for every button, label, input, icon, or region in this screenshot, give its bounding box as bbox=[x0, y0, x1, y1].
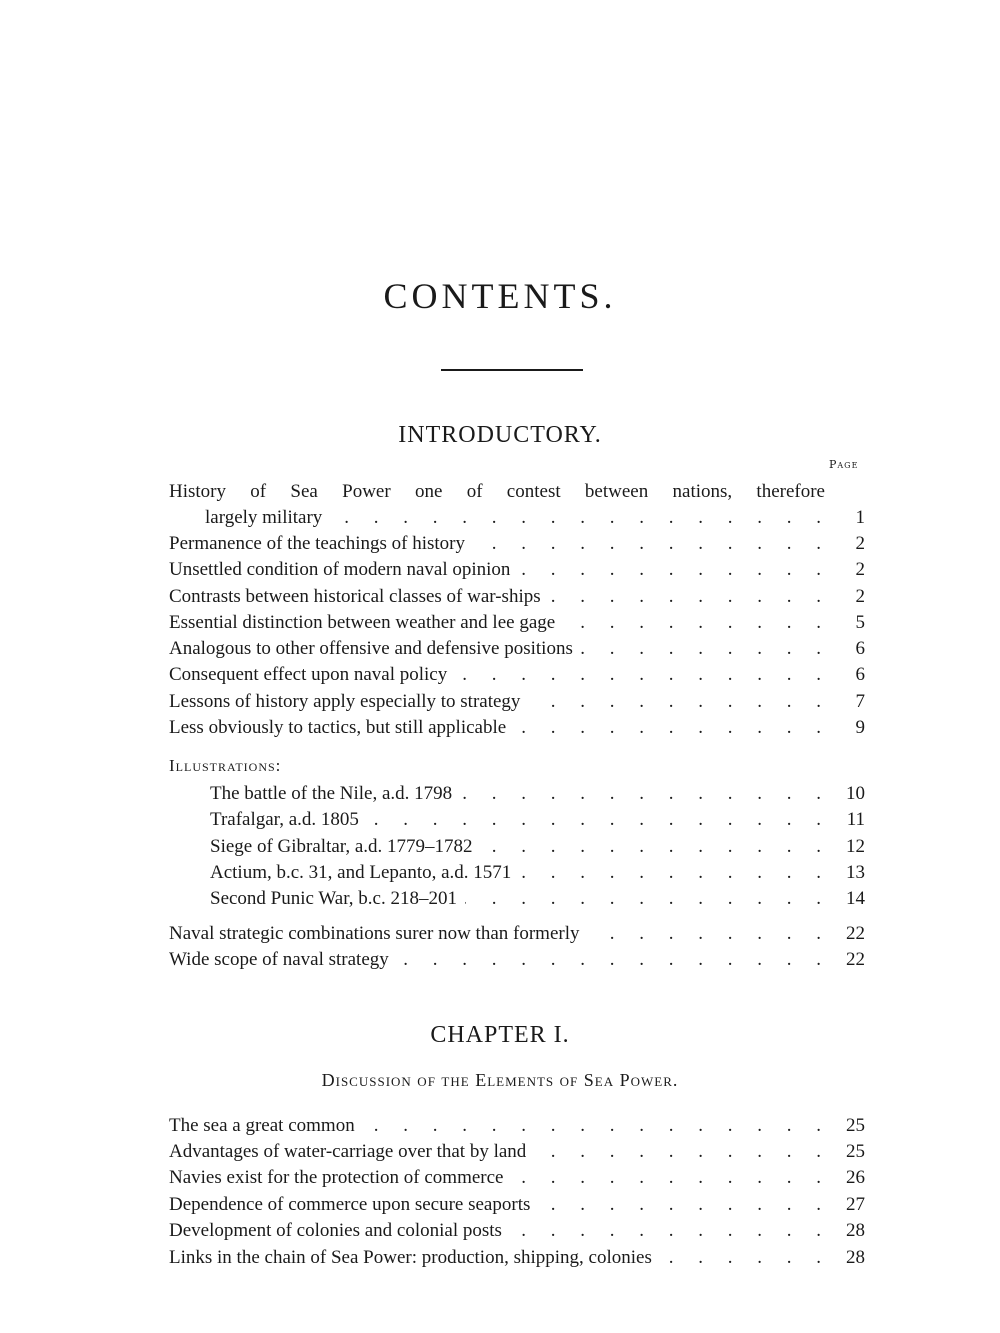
toc-entry[interactable] bbox=[169, 636, 865, 662]
dot-leader bbox=[538, 1192, 831, 1218]
toc-page-number: 6 bbox=[855, 638, 865, 659]
dot-leader bbox=[660, 1245, 831, 1271]
toc-page-number: 27 bbox=[846, 1194, 865, 1215]
dot-leader bbox=[510, 1218, 831, 1244]
toc-page-number: 22 bbox=[846, 949, 865, 970]
toc-page-number: 5 bbox=[855, 612, 865, 633]
toc-entry[interactable] bbox=[210, 886, 865, 912]
toc-page-number: 2 bbox=[855, 533, 865, 554]
toc-entry[interactable] bbox=[210, 781, 865, 807]
toc-entry-text: Wide scope of naval strategy bbox=[169, 949, 389, 970]
toc-page-number: 28 bbox=[846, 1247, 865, 1268]
dot-leader bbox=[397, 947, 831, 973]
dot-leader bbox=[588, 921, 832, 947]
toc-entry[interactable] bbox=[169, 584, 865, 610]
dot-leader bbox=[460, 781, 831, 807]
toc-page-number: 2 bbox=[855, 586, 865, 607]
toc-page-number: 14 bbox=[846, 888, 865, 909]
dot-leader bbox=[465, 886, 831, 912]
toc-entry-text: Development of colonies and colonial posts bbox=[169, 1220, 502, 1241]
toc-entry[interactable] bbox=[169, 531, 865, 557]
toc-entry-text: Contrasts between historical classes of war-ships bbox=[169, 586, 541, 607]
dot-leader bbox=[473, 531, 831, 557]
toc-entry[interactable] bbox=[210, 807, 865, 833]
toc-entry-text: The sea a great common bbox=[169, 1115, 355, 1136]
toc-page-number: 13 bbox=[846, 862, 865, 883]
dot-leader bbox=[512, 1165, 832, 1191]
page-title: CONTENTS. bbox=[383, 276, 617, 316]
toc-page-number: 6 bbox=[855, 664, 865, 685]
chapter-subtitle: Discussion of the Elements of Sea Power. bbox=[321, 1070, 679, 1090]
dot-leader bbox=[330, 505, 831, 531]
toc-entry-text: Links in the chain of Sea Power: production, shipping, colonies bbox=[169, 1247, 652, 1268]
toc-entry[interactable] bbox=[169, 1218, 865, 1244]
toc-entry-text: largely military bbox=[205, 507, 323, 528]
dot-leader bbox=[518, 557, 831, 583]
dot-leader bbox=[455, 662, 831, 688]
toc-entry[interactable] bbox=[169, 947, 865, 973]
toc-entry[interactable] bbox=[169, 689, 865, 715]
toc-entry[interactable] bbox=[169, 715, 865, 741]
toc-entry-text: Less obviously to tactics, but still applicable bbox=[169, 717, 507, 738]
toc-page-number: 1 bbox=[855, 507, 865, 528]
toc-entry[interactable] bbox=[169, 1165, 865, 1191]
dot-leader bbox=[528, 689, 831, 715]
dot-leader bbox=[519, 860, 831, 886]
toc-entry-text: Trafalgar, a.d. 1805 bbox=[210, 809, 359, 830]
toc-entry-text: Permanence of the teachings of history bbox=[169, 533, 465, 554]
dot-leader bbox=[581, 636, 831, 662]
toc-entry-text: Essential distinction between weather and lee gage bbox=[169, 612, 556, 633]
toc-page-number: 12 bbox=[846, 836, 865, 857]
illustrations-label: Illustrations: bbox=[169, 756, 282, 775]
toc-entry[interactable] bbox=[169, 610, 865, 636]
toc-entry-text: Analogous to other offensive and defensive positions bbox=[169, 638, 573, 659]
toc-entry[interactable] bbox=[169, 921, 865, 947]
toc-entry[interactable] bbox=[169, 557, 865, 583]
toc-entry-text: Navies exist for the protection of commerce bbox=[169, 1167, 504, 1188]
toc-entry[interactable] bbox=[210, 834, 865, 860]
toc-page-number: 28 bbox=[846, 1220, 865, 1241]
toc-page-number: 11 bbox=[846, 809, 865, 830]
toc-entry[interactable] bbox=[169, 662, 865, 688]
dot-leader bbox=[549, 584, 831, 610]
chapter-heading: CHAPTER I. bbox=[430, 1022, 570, 1048]
toc-page-number: 7 bbox=[855, 691, 865, 712]
toc-entry-text: Consequent effect upon naval policy bbox=[169, 664, 448, 685]
toc-entry[interactable] bbox=[169, 1139, 865, 1165]
toc-entry-text: Siege of Gibraltar, a.d. 1779–1782 bbox=[210, 836, 473, 857]
toc-entry[interactable] bbox=[169, 1113, 865, 1139]
toc-entry-text: Actium, b.c. 31, and Lepanto, a.d. 1571 bbox=[210, 862, 512, 883]
toc-entry[interactable] bbox=[169, 1245, 865, 1271]
page-column-label: Page bbox=[829, 458, 859, 471]
toc-entry-text: Naval strategic combinations surer now than formerly bbox=[169, 923, 580, 944]
toc-entry[interactable] bbox=[169, 1192, 865, 1218]
toc-page-number: 25 bbox=[846, 1141, 865, 1162]
toc-entry[interactable] bbox=[205, 505, 865, 531]
dot-leader bbox=[363, 1113, 831, 1139]
toc-entry-text: Dependence of commerce upon secure seaports bbox=[169, 1194, 531, 1215]
dot-leader bbox=[563, 610, 831, 636]
dot-leader bbox=[367, 807, 831, 833]
section-heading-introductory: INTRODUCTORY. bbox=[398, 422, 602, 448]
dot-leader bbox=[534, 1139, 831, 1165]
toc-entry-text: Lessons of history apply especially to strategy bbox=[169, 691, 521, 712]
toc-page-number: 9 bbox=[855, 717, 865, 738]
toc-entry-text: The battle of the Nile, a.d. 1798 bbox=[210, 783, 453, 804]
toc-page-number: 22 bbox=[846, 923, 865, 944]
toc-page-number: 26 bbox=[846, 1167, 865, 1188]
toc-page-number: 25 bbox=[846, 1115, 865, 1136]
toc-entry[interactable] bbox=[210, 860, 865, 886]
title-divider bbox=[441, 369, 583, 371]
toc-entry-text: Unsettled condition of modern naval opinion bbox=[169, 559, 511, 580]
toc-page-number: 2 bbox=[855, 559, 865, 580]
dot-leader bbox=[514, 715, 831, 741]
toc-entry-line: History of Sea Power one of contest between nations, therefore bbox=[169, 481, 825, 502]
toc-page-number: 10 bbox=[846, 783, 865, 804]
toc-entry-text: Second Punic War, b.c. 218–201 bbox=[210, 888, 457, 909]
dot-leader bbox=[481, 834, 831, 860]
toc-entry-text: Advantages of water-carriage over that by land bbox=[169, 1141, 527, 1162]
